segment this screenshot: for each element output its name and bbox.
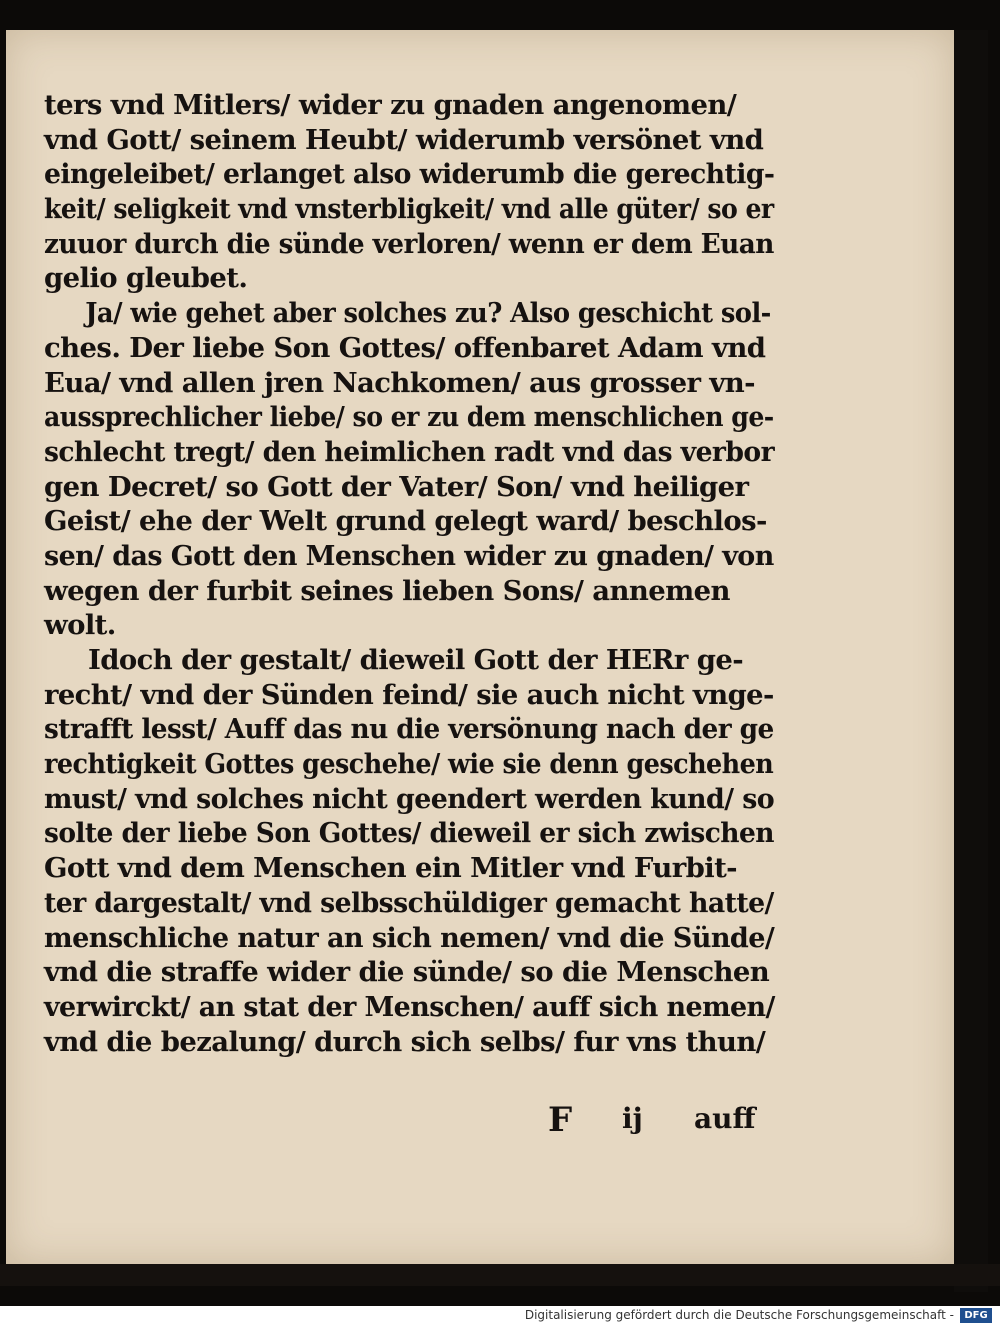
text-line: solte der liebe Son Gottes/ dieweil er sich zwischen: [44, 817, 774, 850]
text-line: Geist/ ehe der Welt grund gelegt ward/ beschlos-: [44, 505, 767, 538]
text-line: eingeleibet/ erlanget also widerumb die gerechtig-: [44, 158, 775, 191]
text-line: schlecht tregt/ den heimlichen radt vnd das verbor: [44, 435, 775, 468]
footer-bar: [0, 1306, 1000, 1327]
funding-credit: Digitalisierung gefördert durch die Deutsche Forschungsgemeinschaft -: [524, 1308, 954, 1322]
text-line: wolt.: [44, 609, 116, 642]
text-line: strafft lesst/ Auff das nu die versönung nach der ge: [44, 713, 774, 746]
text-line: wegen der furbit seines lieben Sons/ annemen: [44, 574, 730, 607]
text-line: Idoch der gestalt/ dieweil Gott der HERr ge-: [88, 644, 744, 676]
text-line: menschliche natur an sich nemen/ vnd die Sünde/: [44, 921, 775, 954]
text-line: zuuor durch die sünde verloren/ wenn er dem Euan: [44, 227, 774, 260]
text-line: rechtigkeit Gottes geschehe/ wie sie denn geschehen: [44, 748, 774, 781]
text-line: gelio gleubet.: [44, 262, 248, 295]
text-line: vnd Gott/ seinem Heubt/ widerumb versönet vnd: [44, 123, 764, 156]
text-line: ters vnd Mitlers/ wider zu gnaden angenomen/: [44, 89, 737, 121]
page-bottom-edge: [0, 1264, 1000, 1286]
text-line: must/ vnd solches nicht geendert werden kund/ so: [44, 782, 775, 815]
text-line: recht/ vnd der Sünden feind/ sie auch nicht vnge-: [44, 678, 774, 711]
text-line: vnd die straffe wider die sünde/ so die Menschen: [44, 956, 770, 989]
catchword: auff: [694, 1102, 756, 1135]
text-line: Ja/ wie gehet aber solches zu? Also geschicht sol-: [85, 297, 771, 330]
text-line: ches. Der liebe Son Gottes/ offenbaret Adam vnd: [44, 331, 766, 364]
text-line: ter dargestalt/ vnd selbsschüldiger gemacht hatte/: [44, 886, 774, 919]
signature-number: ij: [622, 1102, 643, 1135]
text-line: vnd die bezalung/ durch sich selbs/ fur vns thun/: [44, 1025, 766, 1058]
text-line: verwirckt/ an stat der Menschen/ auff sich nemen/: [44, 990, 775, 1023]
body-text: [44, 88, 774, 1059]
text-line: aussprechlicher liebe/ so er zu dem menschlichen ge-: [44, 401, 774, 434]
text-line: sen/ das Gott den Menschen wider zu gnaden/ von: [44, 539, 774, 572]
signature-catchword-line: [548, 1100, 760, 1140]
page-edge: [954, 30, 988, 1292]
signature-mark: F: [548, 1100, 573, 1140]
text-line: gen Decret/ so Gott der Vater/ Son/ vnd heiliger: [44, 470, 749, 503]
dfg-logo[interactable]: DFG: [960, 1308, 992, 1323]
text-line: Gott vnd dem Menschen ein Mitler vnd Furbit-: [44, 852, 737, 885]
text-line: keit/ seligkeit vnd vnsterbligkeit/ vnd alle güter/ so er: [44, 193, 774, 226]
text-line: Eua/ vnd allen jren Nachkomen/ aus grosser vn-: [44, 366, 755, 399]
